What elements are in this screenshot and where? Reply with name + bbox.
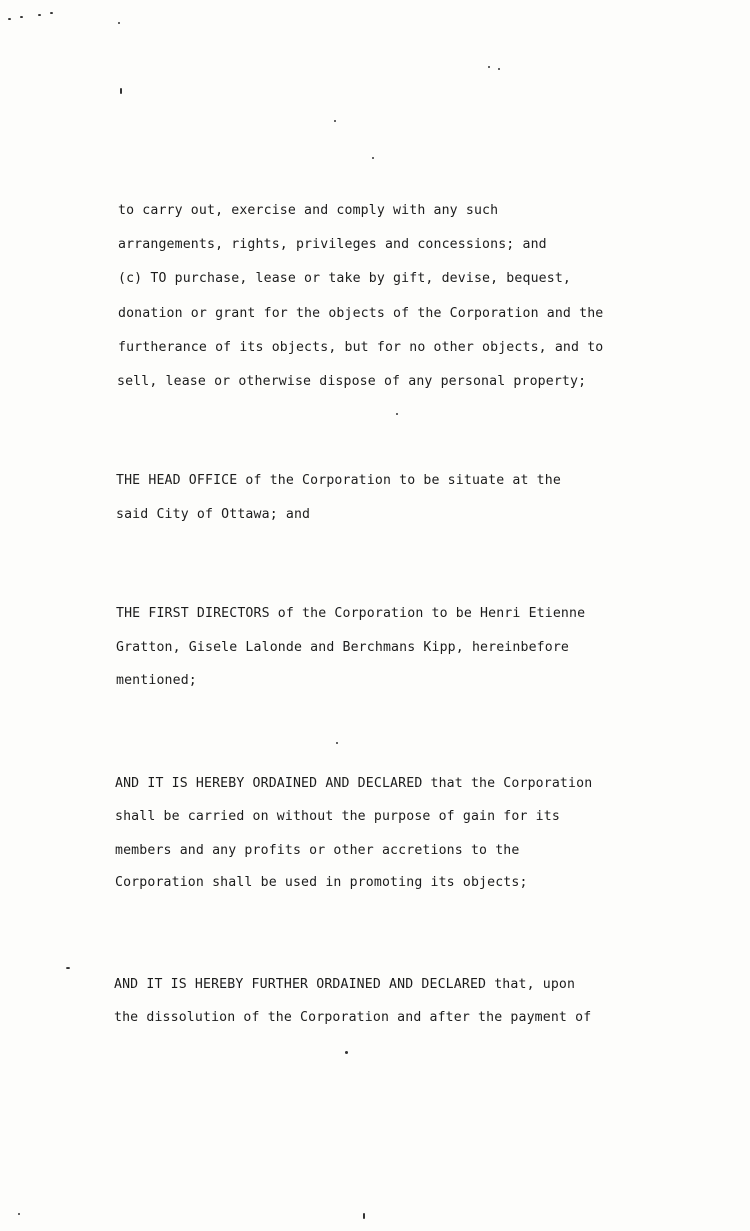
text-line: said City of Ottawa; and xyxy=(116,507,311,522)
scan-speck xyxy=(363,1213,365,1219)
text-line: Gratton, Gisele Lalonde and Berchmans Kipp, hereinbefore xyxy=(116,640,570,655)
text-line: mentioned; xyxy=(116,673,197,688)
text-line: AND IT IS HEREBY FURTHER ORDAINED AND DECLARED that, upon xyxy=(114,977,576,992)
scan-speck xyxy=(498,68,500,70)
text-line: shall be carried on without the purpose of gain for its xyxy=(115,809,560,824)
scan-speck xyxy=(488,66,490,68)
scan-speck xyxy=(38,14,41,16)
text-line: THE FIRST DIRECTORS of the Corporation to be Henri Etienne xyxy=(116,606,586,621)
scan-speck xyxy=(345,1051,348,1054)
text-line: sell, lease or otherwise dispose of any personal property; xyxy=(117,374,587,389)
text-line: Corporation shall be used in promoting its objects; xyxy=(115,875,528,890)
text-line: furtherance of its objects, but for no other objects, and to xyxy=(118,340,604,355)
text-line: donation or grant for the objects of the Corporation and the xyxy=(118,306,604,321)
text-line: members and any profits or other accretions to the xyxy=(115,843,520,858)
text-line: to carry out, exercise and comply with any such xyxy=(118,203,499,218)
scan-speck xyxy=(8,18,11,20)
scan-speck xyxy=(18,1213,20,1215)
scan-speck xyxy=(336,742,338,744)
text-line: THE HEAD OFFICE of the Corporation to be situate at the xyxy=(116,473,561,488)
scan-speck xyxy=(66,967,70,969)
scan-speck xyxy=(118,22,120,24)
scan-speck xyxy=(50,12,53,14)
scan-speck xyxy=(372,157,374,159)
text-line: AND IT IS HEREBY ORDAINED AND DECLARED that the Corporation xyxy=(115,776,593,791)
scan-speck xyxy=(20,16,23,18)
scan-speck xyxy=(334,120,336,122)
text-line: arrangements, rights, privileges and concessions; and xyxy=(118,237,547,252)
scan-speck xyxy=(396,413,398,415)
scan-speck xyxy=(120,88,122,94)
text-line: the dissolution of the Corporation and after the payment of xyxy=(114,1010,592,1025)
text-line: (c) TO purchase, lease or take by gift, devise, bequest, xyxy=(118,271,572,286)
